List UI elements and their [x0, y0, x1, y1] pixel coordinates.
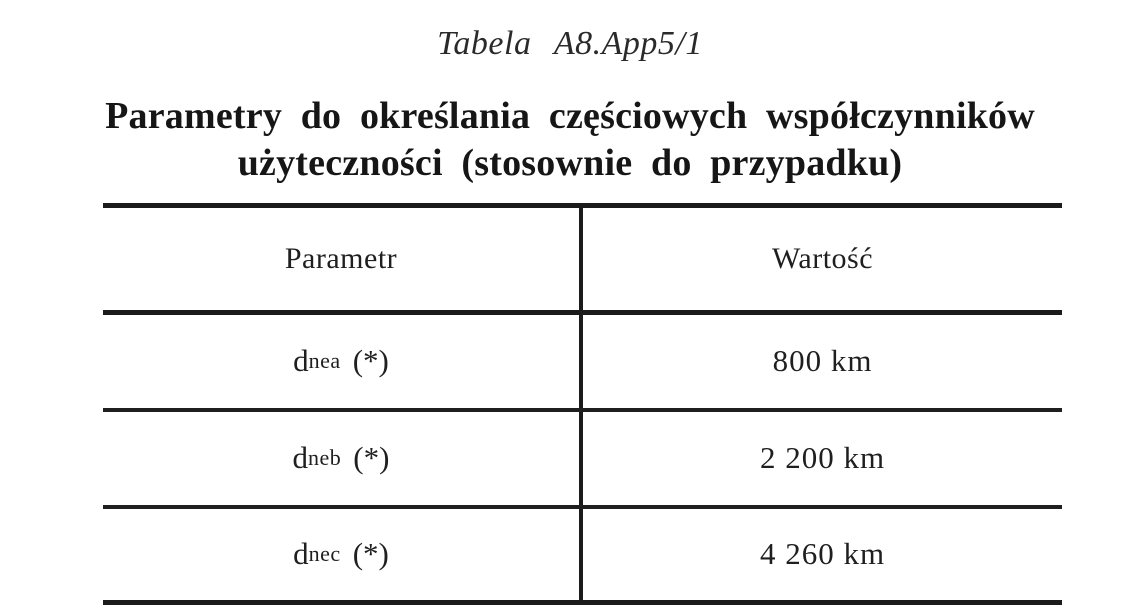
table-row — [103, 412, 1062, 509]
column-header-wartosc: Wartość — [771, 241, 874, 275]
param-symbol: d — [293, 536, 309, 572]
parameters-table — [103, 203, 1062, 605]
table-row — [103, 509, 1062, 605]
table-heading-line1: Parametry do określania częściowych współczynników — [105, 94, 1035, 137]
param-footnote-marker: (*) — [352, 343, 389, 379]
param-symbol: d — [292, 440, 309, 476]
value-text: 4 260 km — [759, 536, 886, 572]
table-header-row — [103, 203, 1062, 315]
param-subscript: nec — [308, 541, 341, 567]
param-subscript: nea — [308, 348, 341, 374]
table-number-title: Tabela A8.App5/1 — [437, 25, 703, 62]
value-cell — [583, 509, 1062, 600]
value-text: 2 200 km — [759, 440, 886, 476]
param-cell — [103, 509, 583, 600]
value-cell — [583, 315, 1062, 408]
column-header-parametr: Parametr — [103, 208, 583, 310]
table-heading — [0, 93, 1140, 188]
value-cell — [583, 412, 1062, 505]
param-cell — [103, 315, 583, 408]
param-footnote-marker: (*) — [353, 440, 390, 476]
param-subscript: neb — [308, 445, 342, 471]
value-text: 800 km — [772, 343, 873, 379]
param-cell — [103, 412, 583, 505]
table-row — [103, 315, 1062, 412]
table-heading-line2: użyteczności (stosownie do przypadku) — [237, 142, 903, 185]
param-symbol: d — [293, 343, 309, 379]
param-footnote-marker: (*) — [352, 536, 389, 572]
